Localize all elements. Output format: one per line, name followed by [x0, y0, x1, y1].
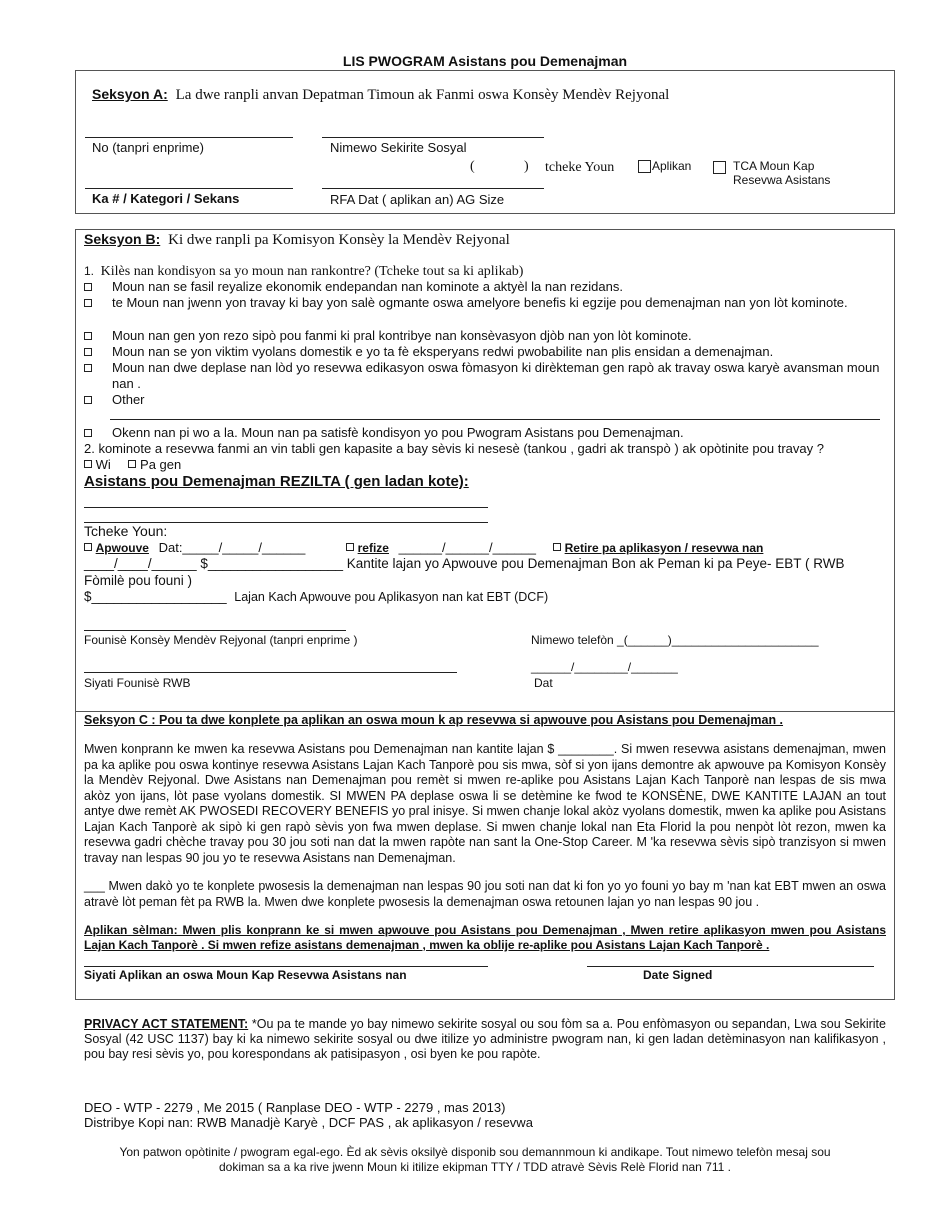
condition-item[interactable]: [84, 295, 884, 311]
amount-line-continued: Fòmilè pou founi ): [84, 573, 193, 588]
privacy-text: *Ou pa te mande yo bay nimewo sekirite sosyal ou sou fòm sa a. Pou enfòmasyon ou sepandan, Lwa sou Sekirite Sosyal (42 USC 1137) bay ki ka nimewo sekirite sosyal ou dwe itilize yo administre pwogram nan, ki gen ladan detèminasyon nan kalifikasyon , pou bay resi sèvis yo, pou korespondans ak patisipasyon , osi byen ke pou rapòte.: [84, 1017, 886, 1061]
check-one-label: tcheke Youn: [545, 160, 615, 175]
equal-opportunity-line-2: dokiman sa a ka rive jwenn Moun ki itilize ekipman TTY / TDD atravè Sèvis Relè Florid nan 711 .: [218, 1160, 731, 1174]
condition-item[interactable]: [84, 392, 884, 408]
condition-checkbox[interactable]: [84, 332, 92, 340]
case-field-label: Ka # / Kategori / Sekans: [92, 191, 240, 206]
form-identifier: DEO - WTP - 2279 , Me 2015 ( Ranplase DEO - WTP - 2279 , mas 2013): [84, 1100, 506, 1115]
phone-label: Nimewo telefòn _(______)______________________: [531, 633, 819, 647]
condition-text: Moun nan se yon viktim vyolans domestik e yo ta fè eksperyans redwi pwobabilite nan plis ensidan a demenajman.: [112, 344, 774, 359]
result-options: [84, 540, 305, 555]
case-line: [85, 188, 293, 189]
date-blank: ______/________/_______: [531, 660, 678, 674]
cash-line: [84, 589, 548, 604]
distribution-note: Distribye Kopi nan: RWB Manadjè Karyè , DCF PAS , ak aplikasyon / resevwa: [84, 1115, 533, 1130]
refused-option: [346, 540, 536, 555]
condition-checkbox[interactable]: [84, 396, 92, 404]
refused-checkbox[interactable]: [346, 543, 354, 551]
paren-open: (: [470, 159, 475, 174]
name-field-label: No (tanpri enprime): [92, 140, 204, 155]
date-signed-line: [587, 966, 874, 967]
equal-opportunity-line-1: Yon patwon opòtinite / pwogram egal-ego. Èd ak sèvis oksilyè disponib sou demannmoun ki andikape. Tout nimewo telefòn mesaj sou: [119, 1145, 831, 1159]
paren-close: ): [524, 159, 529, 174]
name-line: [85, 137, 293, 138]
rfa-line: [322, 188, 544, 189]
cash-line-text: Lajan Kach Apwouve pou Aplikasyon nan kat EBT (DCF): [234, 590, 549, 604]
applicant-signature-line: [84, 966, 488, 967]
applicant-signature-label: Siyati Aplikan an oswa Moun Kap Resevwa Asistans nan: [84, 968, 407, 982]
rfa-field-label: RFA Dat ( aplikan an) AG Size: [330, 192, 505, 207]
condition-text: Moun nan se fasil reyalize ekonomik endepandan nan kominote a aktyèl la nan rezidans.: [112, 279, 623, 294]
results-line-1: [84, 507, 488, 508]
condition-item[interactable]: [84, 360, 884, 392]
condition-text: Moun nan gen yon rezo sipò pou fanmi ki pral kontribye nan konsèvasyon djòb nan yon lòt kominote.: [112, 328, 692, 343]
tca-checkbox[interactable]: [713, 161, 726, 174]
date-caption: Dat: [534, 676, 553, 690]
provider-label: Founisè Konsèy Mendèv Rejyonal (tanpri enprime ): [84, 633, 358, 647]
no-label: Pa gen: [140, 457, 182, 472]
other-line: [110, 419, 880, 420]
condition-text: Moun nan dwe deplase nan lòd yo resevwa edikasyon oswa fòmasyon ki dirèkteman gen rapò ak travay oswa karyè avansman moun nan .: [112, 360, 880, 391]
yes-label: Wi: [95, 457, 111, 472]
condition-item[interactable]: [84, 344, 884, 360]
condition-checkbox[interactable]: [84, 283, 92, 291]
condition-item[interactable]: [84, 328, 884, 344]
section-a-description: La dwe ranpli anvan Depatman Timoun ak Fanmi oswa Konsèy Mendèv Rejyonal: [175, 87, 670, 103]
approved-label: Apwouve: [95, 541, 149, 555]
tca-label: TCA Moun Kap Resevwa Asistans: [733, 159, 831, 187]
question-2: 2. kominote a resevwa fanmi an vin tabli gen kapasite a bay sèvis ki nesesè (tankou , gadri ak transpò ) ak opòtinite pou travay ?: [84, 441, 824, 456]
ssn-field-label: Nimewo Sekirite Sosyal: [330, 140, 467, 155]
condition-text: Other: [112, 392, 145, 407]
no-checkbox[interactable]: [128, 460, 136, 468]
results-heading: Asistans pou Demenajman REZILTA ( gen ladan kote):: [84, 473, 469, 490]
date-signed-label: Date Signed: [643, 968, 713, 982]
condition-checkbox[interactable]: [84, 364, 92, 372]
provider-line: [84, 630, 346, 631]
privacy-statement: [84, 1017, 886, 1062]
approved-date: Dat:_____/_____/______: [158, 540, 306, 555]
question-1-number: 1.: [84, 264, 95, 278]
condition-checkbox[interactable]: [84, 299, 92, 307]
section-a-label: Seksyon A:: [92, 86, 168, 102]
ssn-line: [322, 137, 544, 138]
applicant-label: Aplikan: [652, 159, 692, 173]
none-condition-item[interactable]: [84, 425, 884, 441]
section-b-label: Seksyon B:: [84, 231, 161, 247]
section-c-paragraph-3: Aplikan sèlman: Mwen plis konprann ke si mwen apwouve pou Asistans pou Demenajman , Mwen retire aplikasyon mwen pou Asistans Lajan Kach Tanporè . Si mwen refize asistans demenajman , mwen ka oblije re-aplike pou Asistans Lajan Kach Tanporè .: [84, 923, 886, 952]
question-1: [84, 263, 523, 280]
section-c-heading: Seksyon C : Pou ta dwe konplete pa aplikan an oswa moun k ap resevwa si apwouve pou Asistans pou Demenajman .: [84, 713, 784, 727]
section-b-heading: [84, 231, 510, 249]
none-condition-text: Okenn nan pi wo a la. Moun nan pa satisfè kondisyon yo pou Pwogram Asistans pou Demenajman.: [112, 425, 684, 440]
condition-checkbox[interactable]: [84, 348, 92, 356]
section-a-heading: [92, 86, 669, 104]
yes-checkbox[interactable]: [84, 460, 92, 468]
applicant-option[interactable]: [638, 159, 691, 173]
provider-signature-label: Siyati Founisè RWB: [84, 676, 191, 690]
check-one-results: Tcheke Youn:: [84, 523, 168, 539]
withdrawn-option: [553, 540, 763, 555]
withdrawn-label: Retire pa aplikasyon / resevwa nan: [564, 541, 764, 555]
withdrawn-checkbox[interactable]: [553, 543, 561, 551]
cash-amount-blank: $__________________: [84, 589, 227, 604]
refused-label: refize: [357, 541, 389, 555]
amount-line: ____/____/______ $__________________ Kantite lajan yo Apwouve pou Demenajman Bon ak Peman ki pa Peye- EBT ( RWB: [84, 556, 845, 571]
refused-date: ______/______/______: [398, 540, 536, 555]
section-c-paragraph-2: ___ Mwen dakò yo te konplete pwosesis la demenajman nan lespas 90 jou soti nan dat ki fon yo yo founi yo bay m 'nan kat EBT mwen an oswa atravè lòt peman fèt pa RWB la. Mwen dwe konplete pwosesis la demenajman oswa retounen lajan yo nan lespas 90 jou .: [84, 879, 886, 909]
yes-no-options: [84, 457, 181, 472]
question-1-text: Kilès nan kondisyon sa yo moun nan rankontre? (Tcheke tout sa ki aplikab): [100, 264, 524, 279]
form-title: LIS PWOGRAM Asistans pou Demenajman: [342, 53, 628, 69]
condition-text: te Moun nan jwenn yon travay ki bay yon salè ogmante oswa amelyore benefis ki egzije pou demenajman nan yon lòt kominote.: [112, 295, 848, 310]
condition-item[interactable]: [84, 279, 884, 295]
privacy-heading: PRIVACY ACT STATEMENT:: [84, 1017, 249, 1031]
tca-option[interactable]: [713, 159, 833, 187]
approved-checkbox[interactable]: [84, 543, 92, 551]
signature-line: [84, 672, 457, 673]
none-condition-checkbox[interactable]: [84, 429, 92, 437]
applicant-checkbox[interactable]: [638, 160, 651, 173]
section-b-description: Ki dwe ranpli pa Komisyon Konsèy la Mendèv Rejyonal: [168, 232, 510, 248]
section-c-paragraph-1: Mwen konprann ke mwen ka resevwa Asistans pou Demenajman nan kantite lajan $ ________. Si mwen resevwa asistans demenajman, mwen pa ka aplike pou oswa kontinye resevwa Asistans Lajan Kach Tanporè pou sis mwa, sòf si yon ijans demontre ak apwouve pa Komisyon Konsèy la Mendèv Rejyonal. Dwe Asistans nan Demenajman pou remèt si mwen re-aplike pou Asistans Lajan Kach Tanporè nan lespas de sis mwa akòz yon ijans, lòt pase vyolans domestik. SI MWEN PA deplase oswa li se detèmine ke fwod te KONSÈNE, DWE KANTITE LAJAN an tout antye dwe remèt AK PWOSEDI RECOVERY BENEFIS yo pral inisye. Si mwen chanje lokal akòz vyolans domestik, mwen ka aplike pou Asistans Lajan Kach Tanporè ak sipò ki gen rapò sèvis yon fwa mwen deplase. Si mwen chanje lokal nan Eta Florid la pou nenpòt lòt rezon, mwen ka resevwa gadri chèche travay pou 30 jou soti nan dat la mwen rapòte nan sant la One-Stop Career. M 'ka resevwa sèvis sipò tranzisyon si mwen travay nan lespas 90 jou yo te resevwa Asistans nan Demenajman.: [84, 742, 886, 865]
